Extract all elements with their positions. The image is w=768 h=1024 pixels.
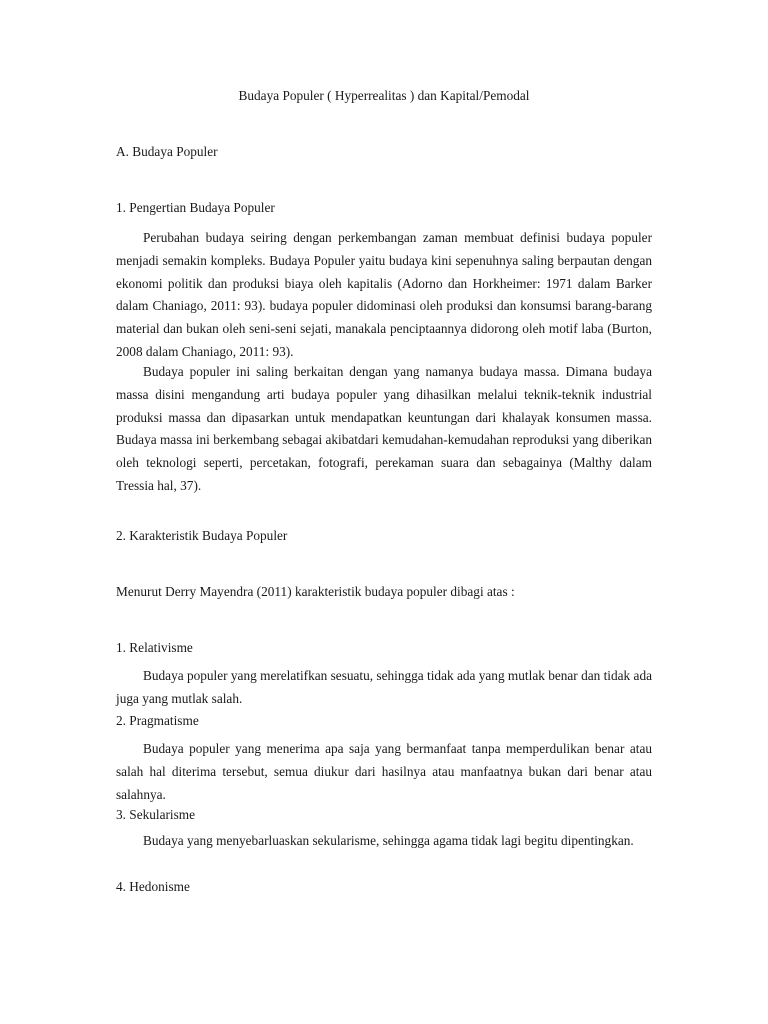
list-item-text: Budaya populer yang merelatifkan sesuatu, sehingga tidak ada yang mutlak benar dan tidak ada juga yang mutlak salah. — [116, 668, 652, 706]
document-title: Budaya Populer ( Hyperrealitas ) dan Kapital/Pemodal — [238, 88, 530, 103]
list-item-text: Budaya populer yang menerima apa saja yang bermanfaat tanpa memperdulikan benar atau salah hal diterima tersebut, semua diukur dari hasilnya atau manfaatnya bukan dari benar atau salahnya. — [116, 741, 652, 802]
list-item-label: 1. Relativisme — [116, 640, 193, 655]
section-a-heading: A. Budaya Populer — [116, 144, 218, 159]
list-item-label: 2. Pragmatisme — [116, 713, 199, 728]
list-item-label: 4. Hedonisme — [116, 879, 190, 894]
list-item-label: 3. Sekularisme — [116, 807, 196, 822]
subsection-1-heading: 1. Pengertian Budaya Populer — [116, 200, 275, 215]
subsection-2-heading: 2. Karakteristik Budaya Populer — [116, 528, 288, 543]
list-item-text: Budaya yang menyebarluaskan sekularisme, sehingga agama tidak lagi begitu dipentingkan. — [143, 833, 634, 848]
subsection-1-paragraph-2: Budaya populer ini saling berkaitan dengan yang namanya budaya massa. Dimana budaya massa disini mengandung arti budaya populer yang dihasilkan melalui teknik-teknik industrial produksi massa dan dipasarkan untuk mendapatkan keuntungan dari khalayak konsumen massa. Budaya massa ini berkembang sebagai akibatdari kemudahan-kemudahan reproduksi yang diberikan oleh teknologi seperti, percetakan, fotografi, perekaman suara dan sebagainya (Malthy dalam Tressia hal, 37). — [116, 364, 652, 493]
subsection-1-paragraph-1: Perubahan budaya seiring dengan perkembangan zaman membuat definisi budaya populer menjadi semakin kompleks. Budaya Populer yaitu budaya kini sepenuhnya saling berpautan dengan ekonomi politik dan produksi biaya oleh kapitalis (Adorno dan Horkheimer: 1971 dalam Barker dalam Chaniago, 2011: 93). budaya populer didominasi oleh produksi dan konsumsi barang-barang material dan bukan oleh seni-seni sejati, manakala penciptaannya didorong oleh motif laba (Burton, 2008 dalam Chaniago, 2011: 93). — [116, 230, 652, 359]
subsection-2-intro: Menurut Derry Mayendra (2011) karakteristik budaya populer dibagi atas : — [116, 584, 515, 599]
